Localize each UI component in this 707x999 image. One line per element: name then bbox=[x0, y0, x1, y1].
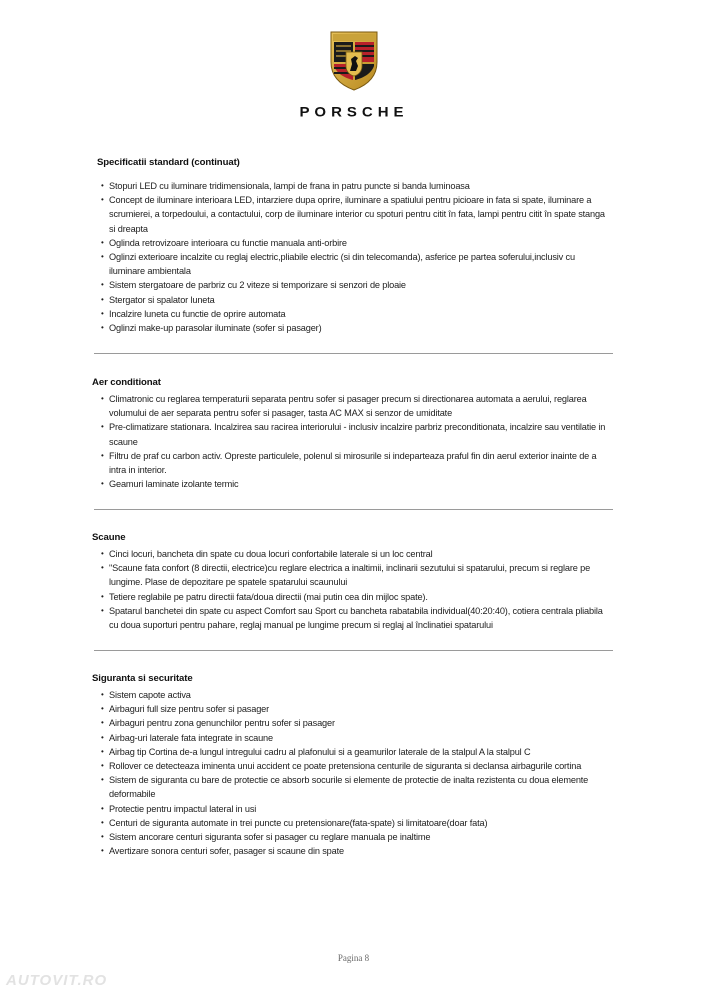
svg-text:PORSCHE: PORSCHE bbox=[298, 105, 409, 120]
section-divider bbox=[94, 509, 613, 510]
list-item: • Sistem de siguranta cu bare de protectie ce absorb socurile si elemente de protectie de inalta rezistenta cu doua elemente deformabile bbox=[101, 773, 613, 801]
section-title: Specificatii standard (continuat) bbox=[97, 157, 240, 168]
list-item: • Concept de iluminare interioara LED, intarziere dupa oprire, iluminare a spatiului pentru picioare in fata si spate, iluminare a scrumierei, a torpedoului, a contactului, corp de iluminare interior cu spoturi pentru citit în fata, lampi pentru citit în spate stanga si dreapta bbox=[101, 193, 613, 236]
section-divider bbox=[94, 650, 613, 651]
list-item: • Oglinda retrovizoare interioara cu functie manuala anti-orbire bbox=[101, 236, 613, 250]
section-title: Aer conditionat bbox=[92, 377, 161, 388]
list-item: • Oglinzi make-up parasolar iluminate (sofer si pasager) bbox=[101, 321, 613, 335]
list-item: • "Scaune fata confort (8 directii, electrice)cu reglare electrica a inaltimii, inclinarii sezutului si spatarului, precum si reglare pe lungime. Plase de depozitare pe spatele spatarului scaunului bbox=[101, 561, 613, 589]
porsche-wordmark bbox=[274, 104, 434, 120]
list-item: • Airbaguri pentru zona genunchilor pentru sofer si pasager bbox=[101, 716, 613, 730]
list-item: • Centuri de siguranta automate in trei puncte cu pretensionare(fata-spate) si limitatoare(doar fata) bbox=[101, 816, 613, 830]
porsche-logo bbox=[0, 28, 707, 120]
list-item: • Filtru de praf cu carbon activ. Opreste particulele, polenul si mirosurile si indeparteaza praful fin din aerul exterior inainte de a intra in interior. bbox=[101, 449, 613, 477]
section-title: Scaune bbox=[92, 532, 126, 543]
list-item: • Airbaguri full size pentru sofer si pasager bbox=[101, 702, 613, 716]
list-item: • Pre-climatizare stationara. Incalzirea sau racirea interiorului - inclusiv incalzire parbriz preconditionata, incalzire sau ventilatie in scaune bbox=[101, 420, 613, 448]
list-item: • Sistem stergatoare de parbriz cu 2 viteze si temporizare si senzori de ploaie bbox=[101, 278, 613, 292]
list-item: • Oglinzi exterioare incalzite cu reglaj electric,pliabile electric (si din telecomanda), asferice pe partea soferului,inclusiv cu iluminare ambientala bbox=[101, 250, 613, 278]
list-item: • Cinci locuri, bancheta din spate cu doua locuri confortabile laterale si un loc central bbox=[101, 547, 613, 561]
list-item: • Stopuri LED cu iluminare tridimensionala, lampi de frana in patru puncte si banda luminoasa bbox=[101, 179, 613, 193]
list-item: • Protectie pentru impactul lateral in usi bbox=[101, 802, 613, 816]
list-item: • Tetiere reglabile pe patru directii fata/doua directii (mai putin cea din mijloc spate). bbox=[101, 590, 613, 604]
list-item: • Sistem capote activa bbox=[101, 688, 613, 702]
porsche-crest-icon bbox=[327, 28, 381, 92]
bullet-list bbox=[101, 688, 613, 858]
list-item: • Geamuri laminate izolante termic bbox=[101, 477, 613, 491]
bullet-list bbox=[101, 392, 613, 491]
list-item: • Rollover ce detecteaza iminenta unui accident ce poate pretensiona centurile de siguranta si declansa airbagurile cortina bbox=[101, 759, 613, 773]
list-item: • Spatarul banchetei din spate cu aspect Comfort sau Sport cu bancheta rabatabila individual(40:20:40), cotiera centrala pliabila cu doua suporturi pentru pahare, reglaj manual pe lungime precum si reglaj al înclinatiei spatarului bbox=[101, 604, 613, 632]
list-item: • Airbag tip Cortina de-a lungul intregului cadru al plafonului si a geamurilor laterale de la stalpul A la stalpul C bbox=[101, 745, 613, 759]
bullet-list bbox=[101, 547, 613, 632]
watermark: AUTOVIT.RO bbox=[6, 972, 108, 989]
list-item: • Airbag-uri laterale fata integrate in scaune bbox=[101, 731, 613, 745]
bullet-list bbox=[101, 179, 613, 335]
page-number: Pagina 8 bbox=[337, 953, 370, 963]
list-item: • Sistem ancorare centuri siguranta sofer si pasager cu reglare manuala pe inaltime bbox=[101, 830, 613, 844]
section-divider bbox=[94, 353, 613, 354]
list-item: • Stergator si spalator luneta bbox=[101, 293, 613, 307]
list-item: • Climatronic cu reglarea temperaturii separata pentru sofer si pasager precum si directionarea automata a aerului, reglarea volumului de aer separata pentru sofer si pasager, tasta AC MAX si senzor de umiditate bbox=[101, 392, 613, 420]
list-item: • Avertizare sonora centuri sofer, pasager si scaune din spate bbox=[101, 844, 613, 858]
section-title: Siguranta si securitate bbox=[92, 673, 193, 684]
list-item: • Incalzire luneta cu functie de oprire automata bbox=[101, 307, 613, 321]
